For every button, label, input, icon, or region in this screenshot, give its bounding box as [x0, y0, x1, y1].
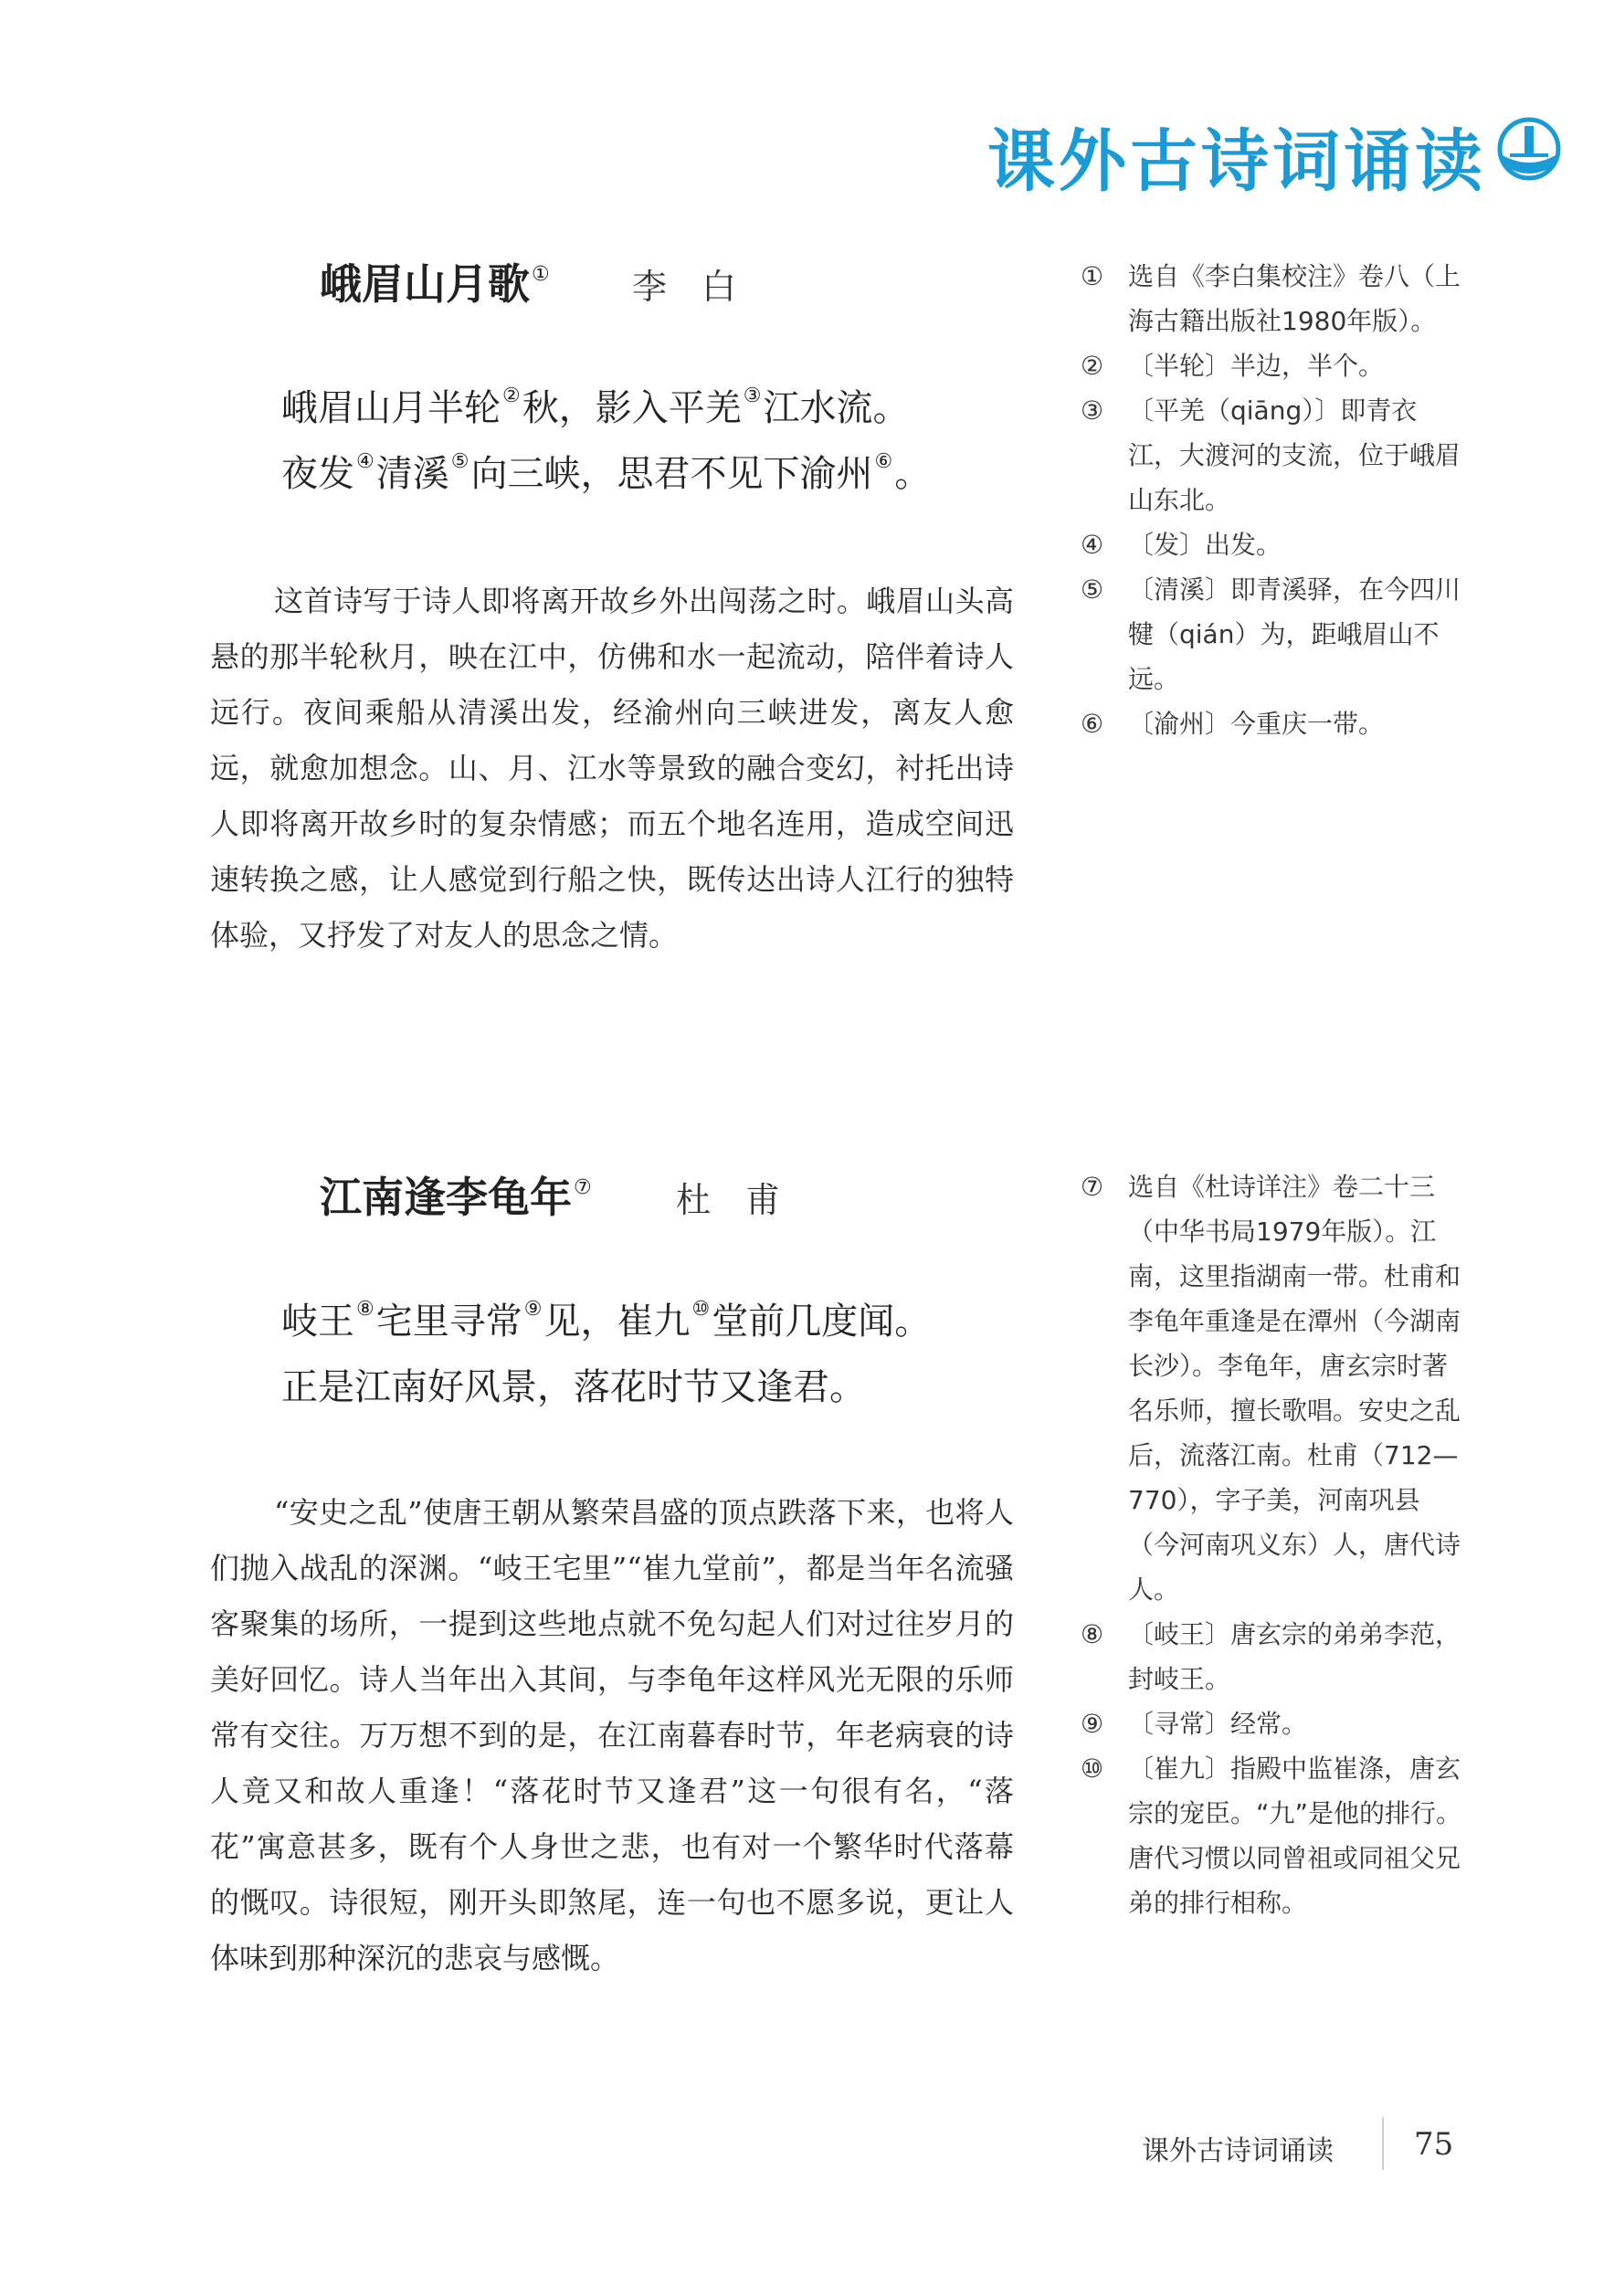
footer-section-title: 课外古诗词诵读: [1142, 2135, 1334, 2167]
poem2-author: 杜甫: [676, 1180, 816, 1220]
poem2-title-note-marker: ⑦: [574, 1176, 592, 1199]
poem1-line1: 峨眉山月半轮②秋，影入平羌③江水流。: [281, 384, 910, 429]
note-item: ⑨ 〔寻常〕经常。: [1081, 1709, 1308, 1739]
note-item: ⑥ 〔渝州〕今重庆一带。: [1081, 709, 1385, 739]
poem1-title-note-marker: ①: [532, 263, 550, 286]
note-item: ④ 〔发〕出发。: [1081, 530, 1282, 560]
poem2-line1: 岐王⑧宅里寻常⑨见，崔九⑩堂前几度闻。: [281, 1298, 932, 1343]
note-item: ① 选自《李白集校注》卷八（上海古籍出版社1980年版）。: [1081, 261, 1461, 336]
note-item: ⑧ 〔岐王〕唐玄宗的弟弟李范，封岐王。: [1081, 1619, 1461, 1694]
note-item: ⑤ 〔清溪〕即青溪驿，在今四川犍（qián）为，距峨眉山不远。: [1081, 574, 1461, 694]
unit-badge-icon: [1497, 117, 1561, 181]
note-item: ⑩ 〔崔九〕指殿中监崔涤，唐玄宗的宠臣。“九”是他的排行。唐代习惯以同曾祖或同祖父兄弟的排行相称。: [1081, 1754, 1462, 1918]
poem1-line2: 夜发④清溪⑤向三峡，思君不见下渝州⑥。: [281, 450, 932, 495]
poem1-notes: [1081, 254, 1464, 746]
poem2-appreciation: “安史之乱”使唐王朝从繁荣昌盛的顶点跌落下来，也将人们抛入战乱的深渊。“岐王宅里”“崔九堂前”，都是当年名流骚客聚集的场所，一提到这些地点就不免勾起人们对过往岁月的美好回忆。诗人当年出入其间，与李龟年这样风光无限的乐师常有交往。万万想不到的是，在江南暮春时节，年老病衰的诗人竟又和故人重逢！“落花时节又逢君”这一句很有名，“落花”寓意甚多，既有个人身世之悲，也有对一个繁华时代落幕的慨叹。诗很短，刚开头即煞尾，连一句也不愿多说，更让人体味到那种深沉的悲哀与感慨。: [210, 1495, 1014, 1975]
footer-divider: [1382, 2117, 1384, 2170]
poem1-title: 峨眉山月歌①: [320, 259, 550, 309]
page-header-title: 课外古诗词诵读: [987, 122, 1486, 201]
poem1-appreciation: 这首诗写于诗人即将离开故乡外出闯荡之时。峨眉山头高悬的那半轮秋月，映在江中，仿佛和水一起流动，陪伴着诗人远行。夜间乘船从清溪出发，经渝州向三峡进发，离友人愈远，就愈加想念。山、月、江水等景致的融合变幻，衬托出诗人即将离开故乡时的复杂情感；而五个地名连用，造成空间迅速转换之感，让人感觉到行船之快，既传达出诗人江行的独特体验，又抒发了对友人的思念之情。: [210, 584, 1014, 953]
poem2-title: 江南逢李龟年⑦: [320, 1173, 592, 1222]
note-item: ③ 〔平羌（qiāng）〕即青衣江，大渡河的支流，位于峨眉山东北。: [1081, 395, 1461, 515]
poem2-notes: [1081, 1164, 1464, 1925]
note-item: ② 〔半轮〕半边，半个。: [1081, 351, 1385, 381]
page-number: 75: [1414, 2126, 1454, 2163]
poem2-line2: 正是江南好风景，落花时节又逢君。: [281, 1366, 866, 1408]
note-item: ⑦ 选自《杜诗详注》卷二十三（中华书局1979年版）。江南，这里指湖南一带。杜甫和李龟年重逢是在潭州（今湖南长沙）。李龟年，唐玄宗时著名乐师，擅长歌唱。安史之乱后，流落江南。杜甫（712—770），字子美，河南巩县（今河南巩义东）人，唐代诗人。: [1081, 1172, 1461, 1605]
poem1-author: 李白: [632, 267, 772, 307]
